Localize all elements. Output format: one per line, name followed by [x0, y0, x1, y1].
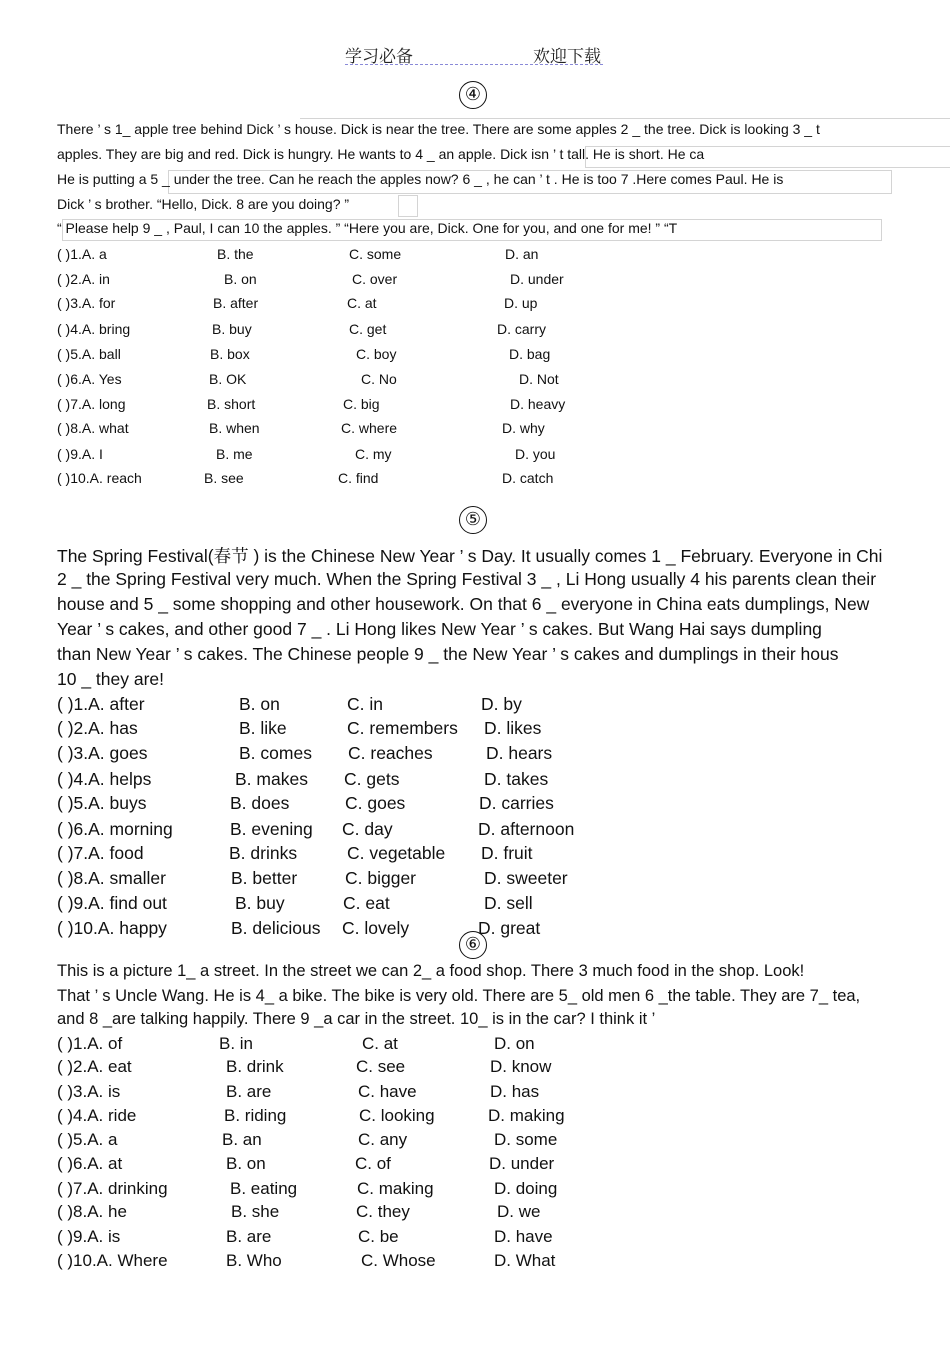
section-5-passage-line-3: house and 5 _ some shopping and other housework. On that 6 _ everyone in China eats dumplings, New [57, 594, 870, 614]
s5-q3-b: B. comes [239, 743, 312, 763]
s4-q1-c: C. some [349, 246, 402, 262]
s5-q1-c: C. in [347, 694, 383, 714]
s4-q4-c: C. get [349, 321, 387, 337]
s4-q8-a: ( )8.A. what [57, 420, 129, 436]
s6-q9-c: C. be [358, 1227, 399, 1246]
s5-q1-b: B. on [239, 694, 280, 714]
s4-q5-c: C. boy [356, 346, 397, 362]
s4-q2-b: B. on [224, 271, 257, 287]
s5-q6-d: D. afternoon [478, 819, 575, 839]
s6-q4-a: ( )4.A. ride [57, 1106, 137, 1125]
s4-q2-a: ( )2.A. in [57, 271, 110, 287]
s6-q10-d: D. What [494, 1251, 556, 1270]
section-5-passage-line-4: Year ’ s cakes, and other good 7 _ . Li Hong likes New Year ’ s cakes. But Wang Hai says dumpling [57, 619, 822, 639]
s5-q3-c: C. reaches [348, 743, 433, 763]
s5-q2-c: C. remembers [347, 718, 458, 738]
s6-q3-c: C. have [358, 1082, 417, 1101]
s5-q8-b: B. better [231, 868, 298, 888]
section-6-number: ⑥ [459, 931, 487, 959]
s5-q10-c: C. lovely [342, 918, 410, 938]
s4-q1-a: ( )1.A. a [57, 246, 107, 262]
s6-q5-d: D. some [494, 1130, 558, 1149]
s6-q4-d: D. making [488, 1106, 565, 1125]
s5-q5-b: B. does [230, 793, 290, 813]
s6-q8-b: B. she [231, 1202, 280, 1221]
s4-q5-b: B. box [210, 346, 250, 362]
s5-q9-c: C. eat [343, 893, 390, 913]
s6-q1-a: ( )1.A. of [57, 1034, 123, 1053]
s5-q7-a: ( )7.A. food [57, 843, 144, 863]
s6-q2-c: C. see [356, 1057, 406, 1076]
s5-q7-c: C. vegetable [347, 843, 446, 863]
s4-q6-c: C. No [361, 371, 397, 387]
s5-q10-b: B. delicious [231, 918, 321, 938]
s6-q9-d: D. have [494, 1227, 553, 1246]
s5-q6-c: C. day [342, 819, 393, 839]
s4-q7-b: B. short [207, 396, 256, 412]
section-5-passage-line-5: than New Year ’ s cakes. The Chinese people 9 _ the New Year ’ s cakes and dumplings in their hous [57, 644, 839, 664]
s4-q9-a: ( )9.A. I [57, 446, 103, 462]
s5-q4-a: ( )4.A. helps [57, 769, 152, 789]
s5-q1-d: D. by [481, 694, 522, 714]
form-box-line [300, 118, 950, 119]
s5-q2-b: B. like [239, 718, 287, 738]
s6-q3-b: B. are [226, 1082, 272, 1101]
s6-q10-c: C. Whose [361, 1251, 436, 1270]
s6-q7-a: ( )7.A. drinking [57, 1179, 168, 1198]
s4-q1-b: B. the [217, 246, 254, 262]
s4-q2-d: D. under [510, 271, 564, 287]
section-4-passage-line-3: He is putting a 5 _ under the tree. Can he reach the apples now? 6 _ , he can ’ t . He is too 7 .Here comes Paul. He is [57, 171, 784, 187]
s5-q8-d: D. sweeter [484, 868, 568, 888]
s4-q9-b: B. me [216, 446, 253, 462]
s5-q9-b: B. buy [235, 893, 285, 913]
s6-q5-a: ( )5.A. a [57, 1130, 118, 1149]
s6-q2-d: D. know [490, 1057, 552, 1076]
s5-q5-c: C. goes [345, 793, 406, 813]
s6-q1-b: B. in [219, 1034, 254, 1053]
s4-q6-b: B. OK [209, 371, 247, 387]
s4-q10-b: B. see [204, 470, 244, 486]
header-right-text: 欢迎下载 [533, 47, 601, 67]
s4-q4-d: D. carry [497, 321, 546, 337]
s4-q6-a: ( )6.A. Yes [57, 371, 122, 387]
s5-q4-b: B. makes [235, 769, 308, 789]
s6-q8-a: ( )8.A. he [57, 1202, 127, 1221]
section-5-passage-line-6: 10 _ they are! [57, 669, 165, 689]
s4-q5-a: ( )5.A. ball [57, 346, 121, 362]
section-4-passage-line-2: apples. They are big and red. Dick is hungry. He wants to 4 _ an apple. Dick isn ’ t tall. He is short. He ca [57, 146, 705, 162]
page-header [345, 42, 603, 65]
section-4-passage-line-1: There ’ s 1_ apple tree behind Dick ’ s house. Dick is near the tree. There are some apples 2 _ the tree. Dick is looking 3 _ t [57, 121, 820, 137]
header-left-text: 学习必备 [345, 47, 413, 67]
s5-q10-d: D. great [478, 918, 541, 938]
s6-q10-a: ( )10.A. Where [57, 1251, 168, 1270]
s6-q7-c: C. making [357, 1179, 434, 1198]
section-5-passage-line-2: 2 _ the Spring Festival very much. When the Spring Festival 3 _ , Li Hong usually 4 his parents clean their [57, 569, 877, 589]
s5-q8-c: C. bigger [345, 868, 417, 888]
section-4-number: ④ [459, 81, 487, 109]
s5-q5-d: D. carries [479, 793, 554, 813]
s4-q8-c: C. where [341, 420, 398, 436]
s6-q1-c: C. at [362, 1034, 398, 1053]
s4-q7-c: C. big [343, 396, 380, 412]
s4-q1-d: D. an [505, 246, 539, 262]
s4-q8-b: B. when [209, 420, 260, 436]
s6-q6-c: C. of [355, 1154, 391, 1173]
s5-q6-b: B. evening [230, 819, 313, 839]
s5-q4-d: D. takes [484, 769, 549, 789]
s4-q7-d: D. heavy [510, 396, 566, 412]
s4-q7-a: ( )7.A. long [57, 396, 126, 412]
s4-q3-b: B. after [213, 295, 259, 311]
s5-q7-b: B. drinks [229, 843, 298, 863]
s5-q8-a: ( )8.A. smaller [57, 868, 166, 888]
section-5-number: ⑤ [459, 506, 487, 534]
s4-q3-c: C. at [347, 295, 377, 311]
s5-q10-a: ( )10.A. happy [57, 918, 167, 938]
s4-q3-a: ( )3.A. for [57, 295, 116, 311]
s4-q4-b: B. buy [212, 321, 252, 337]
s4-q6-d: D. Not [519, 371, 559, 387]
s6-q10-b: B. Who [226, 1251, 282, 1270]
s6-q6-d: D. under [489, 1154, 555, 1173]
s4-q9-c: C. my [355, 446, 392, 462]
s5-q2-a: ( )2.A. has [57, 718, 138, 738]
section-4-passage-line-5: “ Please help 9 _ , Paul, I can 10 the apples. ” “Here you are, Dick. One for you, and one for me! ” “T [57, 220, 678, 236]
s4-q8-d: D. why [502, 420, 545, 436]
s6-q7-d: D. doing [494, 1179, 558, 1198]
section-6-passage-line-1: This is a picture 1_ a street. In the street we can 2_ a food shop. There 3 much food in the shop. Look! [57, 962, 805, 980]
s4-q9-d: D. you [515, 446, 556, 462]
section-6-passage-line-2: That ’ s Uncle Wang. He is 4_ a bike. The bike is very old. There are 5_ old men 6 _the table. They are 7_ tea, [57, 987, 861, 1005]
s5-q4-c: C. gets [344, 769, 400, 789]
s5-q3-d: D. hears [486, 743, 553, 763]
s6-q5-b: B. an [222, 1130, 262, 1149]
s6-q6-b: B. on [226, 1154, 266, 1173]
s5-q2-d: D. likes [484, 718, 542, 738]
s4-q3-d: D. up [504, 295, 538, 311]
s6-q2-b: B. drink [226, 1057, 284, 1076]
s6-q7-b: B. eating [230, 1179, 298, 1198]
s6-q3-a: ( )3.A. is [57, 1082, 121, 1101]
s6-q9-b: B. are [226, 1227, 272, 1246]
s4-q5-d: D. bag [509, 346, 551, 362]
form-box [398, 195, 418, 217]
s6-q8-d: D. we [497, 1202, 541, 1221]
section-5-passage-line-1: The Spring Festival(春节 ) is the Chinese New Year ’ s Day. It usually comes 1 _ February. Everyone in Chi [57, 546, 883, 566]
s6-q5-c: C. any [358, 1130, 408, 1149]
s6-q8-c: C. they [356, 1202, 410, 1221]
s4-q10-c: C. find [338, 470, 379, 486]
s4-q4-a: ( )4.A. bring [57, 321, 131, 337]
s6-q6-a: ( )6.A. at [57, 1154, 123, 1173]
s6-q1-d: D. on [494, 1034, 535, 1053]
s5-q1-a: ( )1.A. after [57, 694, 145, 714]
s5-q9-a: ( )9.A. find out [57, 893, 167, 913]
s6-q4-c: C. looking [359, 1106, 435, 1125]
s5-q9-d: D. sell [484, 893, 533, 913]
s4-q10-d: D. catch [502, 470, 554, 486]
s5-q7-d: D. fruit [481, 843, 533, 863]
s6-q9-a: ( )9.A. is [57, 1227, 121, 1246]
s6-q4-b: B. riding [224, 1106, 287, 1125]
s5-q3-a: ( )3.A. goes [57, 743, 148, 763]
section-6-passage-line-3: and 8 _are talking happily. There 9 _a car in the street. 10_ is in the car? I think it ’ [57, 1010, 656, 1028]
section-4-passage-line-4: Dick ’ s brother. “Hello, Dick. 8 are you doing? ” [57, 196, 350, 212]
s4-q10-a: ( )10.A. reach [57, 470, 142, 486]
s6-q2-a: ( )2.A. eat [57, 1057, 132, 1076]
s6-q3-d: D. has [490, 1082, 540, 1101]
s5-q6-a: ( )6.A. morning [57, 819, 173, 839]
s4-q2-c: C. over [352, 271, 398, 287]
s5-q5-a: ( )5.A. buys [57, 793, 147, 813]
